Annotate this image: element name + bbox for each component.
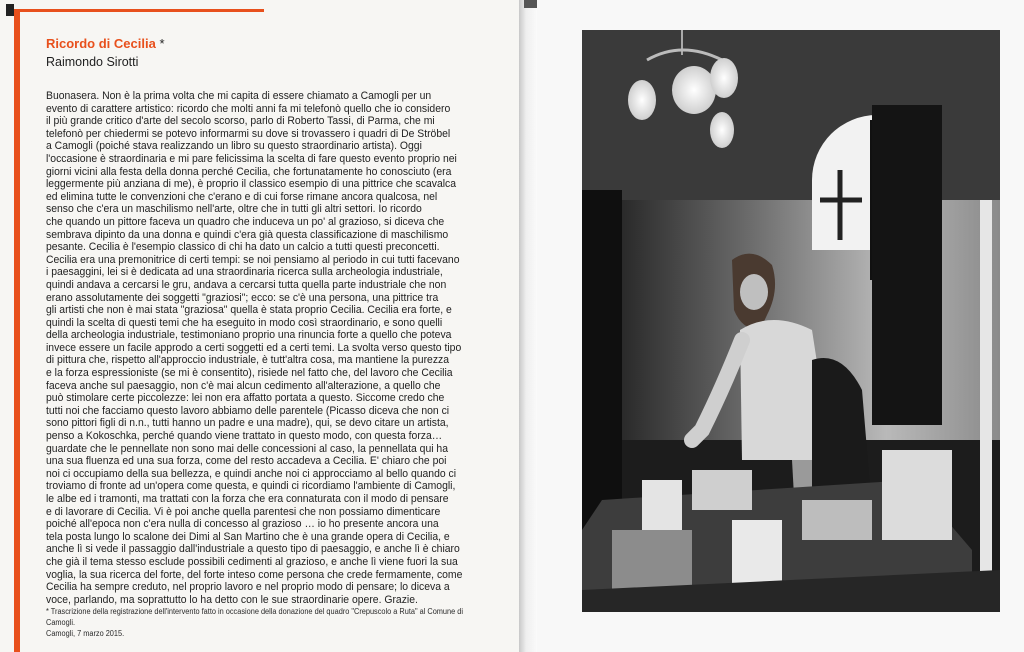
body-line: guardate che le pennellate non sono mai delle concessioni al caso, la pennellata qui ha [46,442,449,455]
footnote [46,606,478,639]
title-footnote-marker: * [159,36,165,51]
body-line: pesante. Cecilia è l'esempio classico di chi ha dato un calcio a tutti questi preconcetti. [46,241,440,254]
painter-photo-icon [582,30,1000,612]
body-line: a Camogli (poiché stava realizzando un libro su questo straordinario artista). Oggi [46,140,422,153]
body-line: può stimolare certe piccolezze: lei non era affatto portata a questo. Siccome credo che [46,392,445,405]
body-line: senso che c'era un maschilismo nell'arte, oltre che in tutti gli altri settori. Io ricordo [46,203,422,216]
article-body [46,90,508,606]
body-line: della archeologia industriale, testimoniano proprio una rinuncia forte a quello che poteva [46,329,452,342]
body-line: sono pittori figli di n.n., tutti hanno un padre e una madre), qui, se devo citare un artista, [46,417,449,430]
body-line: ed elimina tutte le convenzioni che c'erano e di cui forse rimane ancora qualcosa, nel [46,190,438,203]
body-line: faceva anche sul paesaggio, non c'è mai alcun cedimento all'alterazione, a quello che [46,379,441,392]
body-line: tela posta lungo lo scalone dei Dimi al San Martino che è una grande opera di Cecilia, e [46,530,450,543]
body-line: gli artisti che non è mai stata "graziosa" quella è stata proprio Cecilia. Cecilia era forte, e [46,304,452,317]
body-line: telefonò per chiedermi se potevo informarmi su dove si trovassero i quadri di De Ströbel [46,127,451,140]
body-line: sembrava dipinto da una donna e quindi c'era già questa classificazione di maschilismo [46,228,449,241]
body-line: penso a Kokoschka, perché quando viene trattato in questo modo, con questa forza… [46,430,443,443]
body-line: di pittura che, rispetto all'approccio industriale, è tutt'altra cosa, ma mantiene la purezza [46,354,450,367]
body-line: anche lì si vede il passaggio dall'industriale a questo tipo di paesaggio, e anche lì è chiaro [46,543,460,556]
footnote-date: Camogli, 7 marzo 2015. [46,629,125,638]
body-line: voce, parlando, ma soprattutto lo ha detto con le sue straordinarie opere. Grazie. [46,593,418,606]
body-line: tutti noi che facciamo questo lavoro abbiamo delle parentele (Picasso diceva che non ci [46,404,450,417]
corner-mark [6,4,14,16]
article-title: Ricordo di Cecilia [46,36,156,51]
body-line: erano assolutamente dei soggetti "graziosi"; ecco: se c'è una persona, una pittrice tra [46,291,439,304]
book-gutter [519,0,537,652]
body-line: Cecilia era una premonitrice di certi tempi: se noi pensiamo al periodo in cui tutti facevano [46,253,460,266]
body-line: poiché all'epoca non c'era nulla di concesso al grazioso … io ho presente ancora una [46,518,439,531]
body-line: le albe ed i tramonti, ma trattati con la forza che era connaturata con il modo di pensare [46,493,449,505]
body-line: Cecilia ha sempre creduto, nel proprio lavoro e nel proprio modo di pensare; lo diceva a [46,581,450,594]
body-line: voglia, la sua ricerca del forte, del forte inteso come persona che crede fermamente, come [46,568,463,581]
orange-side-bar [14,12,20,652]
body-line: quindi andava a cercarsi le gru, andava a cercarsi tutta quella parte industriale che non [46,278,447,291]
body-line: invece essere un facile approdo a certi soggetti ed a certi temi. La svolta verso questo tipo [46,341,462,354]
body-line: i paesaggini, lei si è dedicata ad una straordinaria ricerca sulla archeologia industriale, [46,266,443,279]
body-line: che già il tema stesso esclude possibili cedimenti al grazioso, e anche lì viene fuori la sua [46,555,458,568]
body-line: leggermente più anziana di me), è proprio il classico esempio di una pittrice che scavalca [46,178,457,191]
article-heading [46,36,508,52]
body-line: noi ci occupiamo della sua bellezza, e quindi anche noi ci approcciamo al bello quando ci [46,467,457,480]
body-line: evento di carattere artistico: ricordo che molti anni fa mi telefonò quello che io considero [46,102,451,115]
body-line: quindi la scelta di questi temi che ha eseguito in modo così straordinario, e sono quelli [46,316,443,329]
body-line: il più grande critico d'arte del secolo scorso, parlo di Roberto Tassi, di Parma, che mi [46,115,435,128]
article-column [46,36,508,606]
body-line: e la forza espressioniste (se mi è consentito), risiede nel fatto che, del lavoro che Cecilia [46,367,453,380]
body-line: che quando un pittore faceva un quadro che induceva un po' al grazioso, si diceva che [46,215,445,228]
footnote-line: * Trascrizione della registrazione dell'intervento fatto in occasione della donazione del quadro "Crepuscolo a Ruta" al Comune di Camogli. [46,607,463,627]
body-line: l'occasione è straordinaria e mi pare felicissima la scelta di fare questo evento proprio nei [46,152,457,165]
article-author: Raimondo Sirotti [46,55,139,69]
body-line: e di lavorare di Cecilia. Vi è poi anche quella parentesi che non possiamo dimenticare [46,505,441,518]
body-line: Buonasera. Non è la prima volta che mi capita di essere chiamato a Camogli per un [46,90,432,102]
body-line: giorni vicini alla festa della donna perché Cecilia, che fortunatamente ho conosciuto (era [46,165,452,178]
painter-photo [582,30,1000,612]
body-line: una sua fluenza ed una sua forza, come del resto accadeva a Cecilia. E' chiaro che poi [46,455,447,468]
body-line: troviamo di fronte ad un'opera come questa, e quindi ci ricordiamo l'ambiente di Camogli, [46,480,456,493]
orange-top-rule [14,9,264,12]
